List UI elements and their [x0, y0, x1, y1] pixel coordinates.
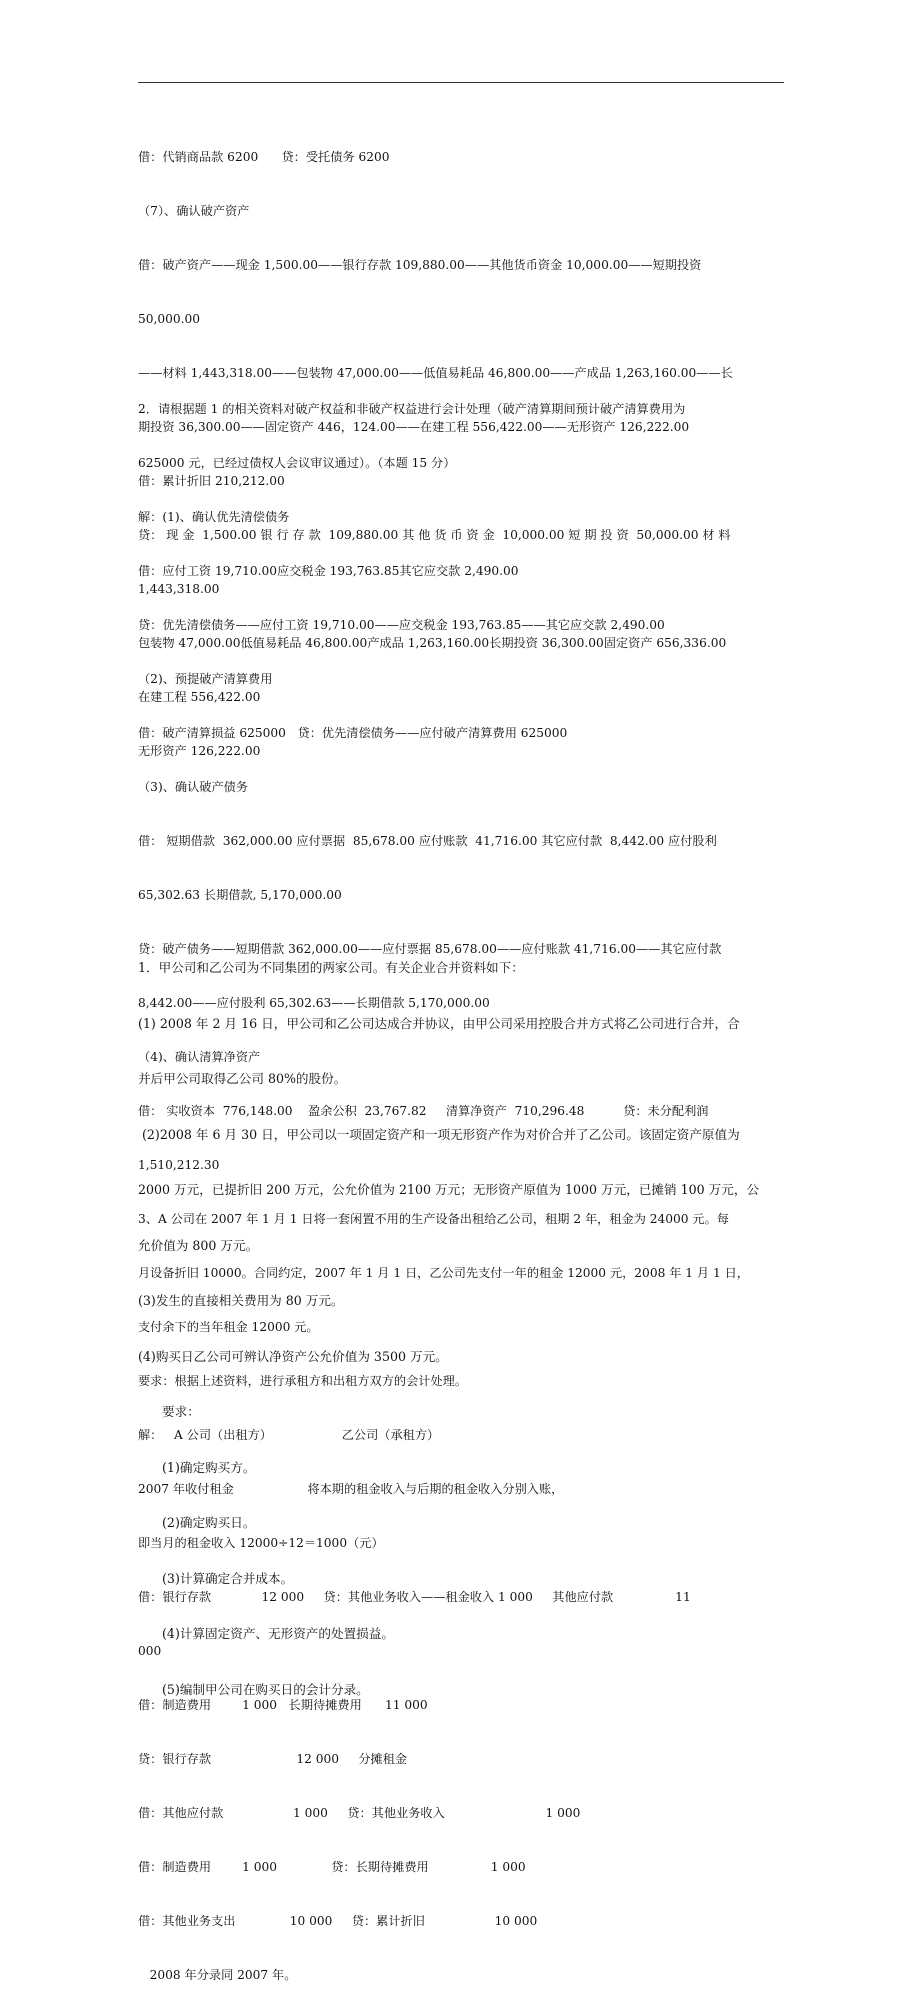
text-line: 借： 短期借款 362,000.00 应付票据 85,678.00 应付账款 41,716.00 其它应付款 8,442.00 应付股利 [138, 834, 717, 848]
requirement-item: (2)确定购买日。 [138, 1515, 256, 1530]
text-line: （4)、确认清算净资产 [138, 1050, 261, 1064]
text-line: 借：破产清算损益 625000 贷：优先清偿债务——应付破产清算费用 625000 [138, 726, 568, 740]
text-line: 借：破产资产——现金 1,500.00——银行存款 109,880.00——其他货币资金 10,000.00——短期投资 [138, 258, 702, 272]
text-line: 包装物 47,000.00低值易耗品 46,800.00产成品 1,263,160.00长期投资 36,300.00固定资产 656,336.00 [138, 636, 727, 650]
question-1-heading: 1．甲公司和乙公司为不同集团的两家公司。有关企业合并资料如下： [138, 960, 524, 975]
text-line: 贷： 现 金 1,500.00 银 行 存 款 109,880.00 其 他 货 币 资 金 10,000.00 短 期 投 资 50,000.00 材 料 [138, 528, 731, 542]
text-line: 借：代销商品款 6200 贷：受托债务 6200 [138, 150, 390, 164]
question-2-heading: 2．请根据题 1 的相关资料对破产权益和非破产权益进行会计处理（破产清算期间预计破产清算费用为 [138, 402, 686, 416]
text-line: 2007 年收付租金 将本期的租金收入与后期的租金收入分别入账， [138, 1482, 564, 1496]
text-line: (2)2008 年 6 月 30 日，甲公司以一项固定资产和一项无形资产作为对价合并了乙公司。该固定资产原值为 [138, 1126, 740, 1142]
text-line: （7）、确认破产资产 [138, 204, 250, 218]
text-line: (3)发生的直接相关费用为 80 万元。 [138, 1293, 344, 1308]
text-line: 贷：破产债务——短期借款 362,000.00——应付票据 85,678.00——应付账款 41,716.00——其它应付款 [138, 942, 722, 956]
text-line: 借：应付工资 19,710.00应交税金 193,763.85其它应交款 2,490.00 [138, 564, 519, 578]
text-line: 解：(1)、确认优先清偿债务 [138, 510, 290, 524]
section-business-combination [138, 922, 798, 1718]
requirements-heading: 要求： [138, 1404, 200, 1419]
requirement-item: (4)计算固定资产、无形资产的处置损益。 [138, 1626, 394, 1641]
text-line: 65,302.63 长期借款, 5,170,000.00 [138, 888, 342, 902]
text-line: 000 [138, 1644, 162, 1658]
text-line: 在建工程 556,422.00 [138, 690, 261, 704]
text-line: 要求：根据上述资料，进行承租方和出租方双方的会计处理。 [138, 1374, 468, 1388]
text-line: ——材料 1,443,318.00——包装物 47,000.00——低值易耗品 46,800.00——产成品 1,263,160.00——长 [138, 366, 733, 380]
text-line: 支付余下的当年租金 12000 元。 [138, 1320, 319, 1334]
text-line: 625000 元，已经过债权人会议审议通过）。（本题 15 分） [138, 456, 456, 470]
text-line: 贷：银行存款 12 000 分摊租金 [138, 1752, 408, 1766]
text-line: 50,000.00 [138, 312, 201, 326]
text-line: 借： 实收资本 776,148.00 盈余公积 23,767.82 清算净资产 710,296.48 贷：未分配利润 [138, 1104, 709, 1118]
text-line: 借：其他应付款 1 000 贷：其他业务收入 1 000 [138, 1806, 581, 1820]
requirement-item: (5)编制甲公司在购买日的会计分录。 [138, 1681, 369, 1697]
text-line: 借：制造费用 1 000 贷：长期待摊费用 1 000 [138, 1860, 526, 1874]
requirement-item: (3)计算确定合并成本。 [138, 1570, 294, 1586]
text-line: 借：银行存款 12 000 贷：其他业务收入——租金收入 1 000 其他应付款 11 [138, 1590, 691, 1604]
text-line: 允价值为 800 万元。 [138, 1237, 259, 1253]
text-line: （3)、确认破产债务 [138, 780, 249, 794]
text-line: 贷：优先清偿债务——应付工资 19,710.00——应交税金 193,763.85——其它应交款 2,490.00 [138, 618, 665, 632]
text-line: （2)、预提破产清算费用 [138, 672, 273, 686]
question-3-heading: 3、A 公司在 2007 年 1 月 1 日将一套闲置不用的生产设备出租给乙公司，租期 2 年，租金为 24000 元。每 [138, 1212, 729, 1226]
text-line: (4)购买日乙公司可辨认净资产公允价值为 3500 万元。 [138, 1348, 448, 1364]
text-line: 1,510,212.30 [138, 1158, 220, 1172]
text-line: 无形资产 126,222.00 [138, 744, 261, 758]
header-rule [138, 82, 784, 83]
text-line: 1,443,318.00 [138, 582, 220, 596]
text-line: (1) 2008 年 2 月 16 日，甲公司和乙公司达成合并协议，由甲公司采用控股合并方式将乙公司进行合并，合 [138, 1015, 740, 1031]
text-line: 月设备折旧 10000。合同约定，2007 年 1 月 1 日，乙公司先支付一年的租金 12000 元，2008 年 1 月 1 日， [138, 1266, 749, 1280]
text-line: 借：其他业务支出 10 000 贷：累计折旧 10 000 [138, 1914, 538, 1928]
text-line: 2000 万元，已提折旧 200 万元，公允价值为 2100 万元；无形资产原值为 1000 万元，已摊销 100 万元，公 [138, 1182, 760, 1197]
text-line: 期投资 36,300.00——固定资产 446，124.00——在建工程 556,422.00——无形资产 126,222.00 [138, 420, 690, 434]
text-line: 并后甲公司取得乙公司 80%的股份。 [138, 1071, 347, 1086]
text-line: 即当月的租金收入 12000÷12＝1000（元） [138, 1536, 384, 1550]
text-line: 解： A 公司（出租方） 乙公司（承租方） [138, 1428, 440, 1442]
text-line: 8,442.00——应付股利 65,302.63——长期借款 5,170,000.00 [138, 996, 490, 1010]
text-line: 借：制造费用 1 000 长期待摊费用 11 000 [138, 1698, 428, 1712]
text-line: 借：累计折旧 210,212.00 [138, 474, 285, 488]
text-line: 2008 年分录同 2007 年。 [138, 1968, 297, 1982]
requirement-item: (1)确定购买方。 [138, 1459, 256, 1475]
